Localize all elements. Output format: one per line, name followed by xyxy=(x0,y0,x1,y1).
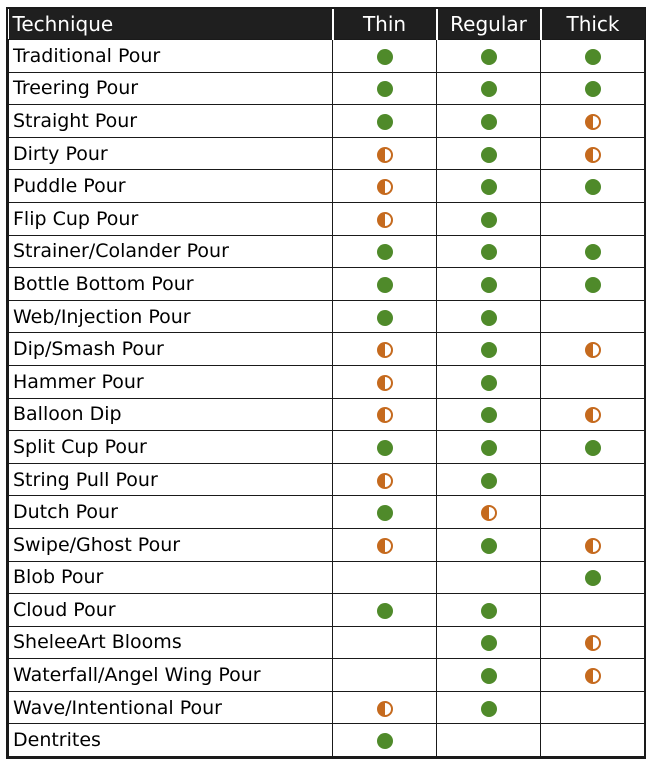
full-circle-icon xyxy=(377,244,393,260)
half-circle-icon xyxy=(377,147,393,163)
full-circle-icon xyxy=(377,505,393,521)
table-row xyxy=(9,561,645,594)
cell-regular xyxy=(437,300,541,333)
cell-thin xyxy=(333,724,437,757)
cell-regular xyxy=(437,691,541,724)
full-circle-icon xyxy=(481,538,497,554)
cell-thick xyxy=(541,40,645,73)
half-circle-icon xyxy=(377,212,393,228)
cell-thick xyxy=(541,170,645,203)
full-circle-icon xyxy=(481,310,497,326)
half-circle-icon xyxy=(377,473,393,489)
full-circle-icon xyxy=(585,49,601,65)
cell-thin xyxy=(333,105,437,138)
half-circle-icon xyxy=(585,635,601,651)
full-circle-icon xyxy=(377,81,393,97)
full-circle-icon xyxy=(377,603,393,619)
technique-name: Puddle Pour xyxy=(9,170,333,203)
cell-thin xyxy=(333,170,437,203)
cell-thin xyxy=(333,659,437,692)
table-row xyxy=(9,659,645,692)
header-row xyxy=(9,9,645,40)
full-circle-icon xyxy=(481,701,497,717)
technique-name: Flip Cup Pour xyxy=(9,202,333,235)
half-circle-icon xyxy=(377,179,393,195)
technique-name: Wave/Intentional Pour xyxy=(9,691,333,724)
technique-name: Split Cup Pour xyxy=(9,431,333,464)
full-circle-icon xyxy=(377,49,393,65)
header-regular: Regular xyxy=(437,9,541,40)
cell-thick xyxy=(541,72,645,105)
cell-regular xyxy=(437,40,541,73)
cell-regular xyxy=(437,365,541,398)
full-circle-icon xyxy=(377,440,393,456)
table-row xyxy=(9,594,645,627)
cell-thick xyxy=(541,365,645,398)
table-row xyxy=(9,626,645,659)
half-circle-icon xyxy=(585,668,601,684)
full-circle-icon xyxy=(481,49,497,65)
technique-name: Dip/Smash Pour xyxy=(9,333,333,366)
table-row xyxy=(9,235,645,268)
full-circle-icon xyxy=(481,635,497,651)
half-circle-icon xyxy=(377,375,393,391)
cell-thin xyxy=(333,496,437,529)
cell-thick xyxy=(541,691,645,724)
table-row xyxy=(9,268,645,301)
cell-thin xyxy=(333,431,437,464)
header-thick: Thick xyxy=(541,9,645,40)
cell-thin xyxy=(333,40,437,73)
cell-thin xyxy=(333,528,437,561)
cell-regular xyxy=(437,202,541,235)
half-circle-icon xyxy=(481,505,497,521)
cell-regular xyxy=(437,626,541,659)
table-row xyxy=(9,398,645,431)
cell-thin xyxy=(333,300,437,333)
full-circle-icon xyxy=(481,179,497,195)
full-circle-icon xyxy=(481,375,497,391)
cell-thick xyxy=(541,561,645,594)
cell-regular xyxy=(437,72,541,105)
full-circle-icon xyxy=(481,244,497,260)
half-circle-icon xyxy=(585,342,601,358)
technique-name: Waterfall/Angel Wing Pour xyxy=(9,659,333,692)
full-circle-icon xyxy=(481,147,497,163)
technique-consistency-table xyxy=(6,7,646,759)
technique-name: Cloud Pour xyxy=(9,594,333,627)
full-circle-icon xyxy=(481,277,497,293)
technique-name: Dirty Pour xyxy=(9,137,333,170)
full-circle-icon xyxy=(481,342,497,358)
cell-thin xyxy=(333,365,437,398)
cell-regular xyxy=(437,398,541,431)
technique-name: Hammer Pour xyxy=(9,365,333,398)
full-circle-icon xyxy=(481,407,497,423)
table-header xyxy=(9,9,645,40)
technique-name: Dentrites xyxy=(9,724,333,757)
technique-name: Treering Pour xyxy=(9,72,333,105)
cell-regular xyxy=(437,659,541,692)
full-circle-icon xyxy=(585,244,601,260)
cell-regular xyxy=(437,431,541,464)
technique-name: Balloon Dip xyxy=(9,398,333,431)
full-circle-icon xyxy=(481,473,497,489)
technique-name: Straight Pour xyxy=(9,105,333,138)
cell-thick xyxy=(541,333,645,366)
full-circle-icon xyxy=(585,440,601,456)
table-row xyxy=(9,300,645,333)
cell-thick xyxy=(541,594,645,627)
technique-name: Traditional Pour xyxy=(9,40,333,73)
table-row xyxy=(9,431,645,464)
half-circle-icon xyxy=(585,407,601,423)
cell-regular xyxy=(437,561,541,594)
cell-thick xyxy=(541,496,645,529)
technique-name: Dutch Pour xyxy=(9,496,333,529)
cell-thin xyxy=(333,691,437,724)
cell-thick xyxy=(541,528,645,561)
technique-name: SheleeArt Blooms xyxy=(9,626,333,659)
cell-thin xyxy=(333,72,437,105)
cell-thin xyxy=(333,626,437,659)
full-circle-icon xyxy=(481,603,497,619)
technique-name: String Pull Pour xyxy=(9,463,333,496)
table-row xyxy=(9,137,645,170)
table-row xyxy=(9,691,645,724)
cell-thick xyxy=(541,398,645,431)
full-circle-icon xyxy=(481,114,497,130)
cell-regular xyxy=(437,235,541,268)
table-row xyxy=(9,496,645,529)
cell-thick xyxy=(541,202,645,235)
cell-thick xyxy=(541,724,645,757)
full-circle-icon xyxy=(585,179,601,195)
cell-regular xyxy=(437,268,541,301)
half-circle-icon xyxy=(377,407,393,423)
cell-regular xyxy=(437,724,541,757)
cell-regular xyxy=(437,105,541,138)
cell-thin xyxy=(333,137,437,170)
table-row xyxy=(9,170,645,203)
half-circle-icon xyxy=(377,342,393,358)
header-thin: Thin xyxy=(333,9,437,40)
cell-thick xyxy=(541,431,645,464)
cell-thick xyxy=(541,659,645,692)
cell-thin xyxy=(333,268,437,301)
cell-regular xyxy=(437,137,541,170)
cell-thin xyxy=(333,235,437,268)
cell-regular xyxy=(437,496,541,529)
table-row xyxy=(9,72,645,105)
half-circle-icon xyxy=(377,538,393,554)
cell-regular xyxy=(437,463,541,496)
full-circle-icon xyxy=(481,668,497,684)
table-row xyxy=(9,105,645,138)
table-row xyxy=(9,724,645,757)
cell-thick xyxy=(541,235,645,268)
cell-regular xyxy=(437,594,541,627)
technique-name: Bottle Bottom Pour xyxy=(9,268,333,301)
full-circle-icon xyxy=(585,277,601,293)
cell-regular xyxy=(437,170,541,203)
full-circle-icon xyxy=(585,570,601,586)
half-circle-icon xyxy=(377,701,393,717)
cell-regular xyxy=(437,528,541,561)
cell-thin xyxy=(333,561,437,594)
technique-name: Blob Pour xyxy=(9,561,333,594)
table-body xyxy=(9,40,645,757)
full-circle-icon xyxy=(377,310,393,326)
half-circle-icon xyxy=(585,114,601,130)
full-circle-icon xyxy=(481,81,497,97)
full-circle-icon xyxy=(481,440,497,456)
half-circle-icon xyxy=(585,538,601,554)
full-circle-icon xyxy=(585,81,601,97)
header-technique: Technique xyxy=(12,12,114,36)
cell-thin xyxy=(333,463,437,496)
cell-thick xyxy=(541,626,645,659)
table-row xyxy=(9,40,645,73)
cell-thin xyxy=(333,333,437,366)
cell-thin xyxy=(333,398,437,431)
table-row xyxy=(9,202,645,235)
cell-thick xyxy=(541,137,645,170)
table-row xyxy=(9,333,645,366)
technique-name: Strainer/Colander Pour xyxy=(9,235,333,268)
cell-regular xyxy=(437,333,541,366)
cell-thick xyxy=(541,268,645,301)
cell-thick xyxy=(541,463,645,496)
technique-name: Swipe/Ghost Pour xyxy=(9,528,333,561)
full-circle-icon xyxy=(377,733,393,749)
cell-thick xyxy=(541,105,645,138)
half-circle-icon xyxy=(585,147,601,163)
cell-thin xyxy=(333,202,437,235)
full-circle-icon xyxy=(481,212,497,228)
cell-thin xyxy=(333,594,437,627)
table-row xyxy=(9,365,645,398)
table-row xyxy=(9,463,645,496)
table-row xyxy=(9,528,645,561)
full-circle-icon xyxy=(377,277,393,293)
full-circle-icon xyxy=(377,114,393,130)
technique-table xyxy=(8,9,645,757)
technique-name: Web/Injection Pour xyxy=(9,300,333,333)
cell-thick xyxy=(541,300,645,333)
